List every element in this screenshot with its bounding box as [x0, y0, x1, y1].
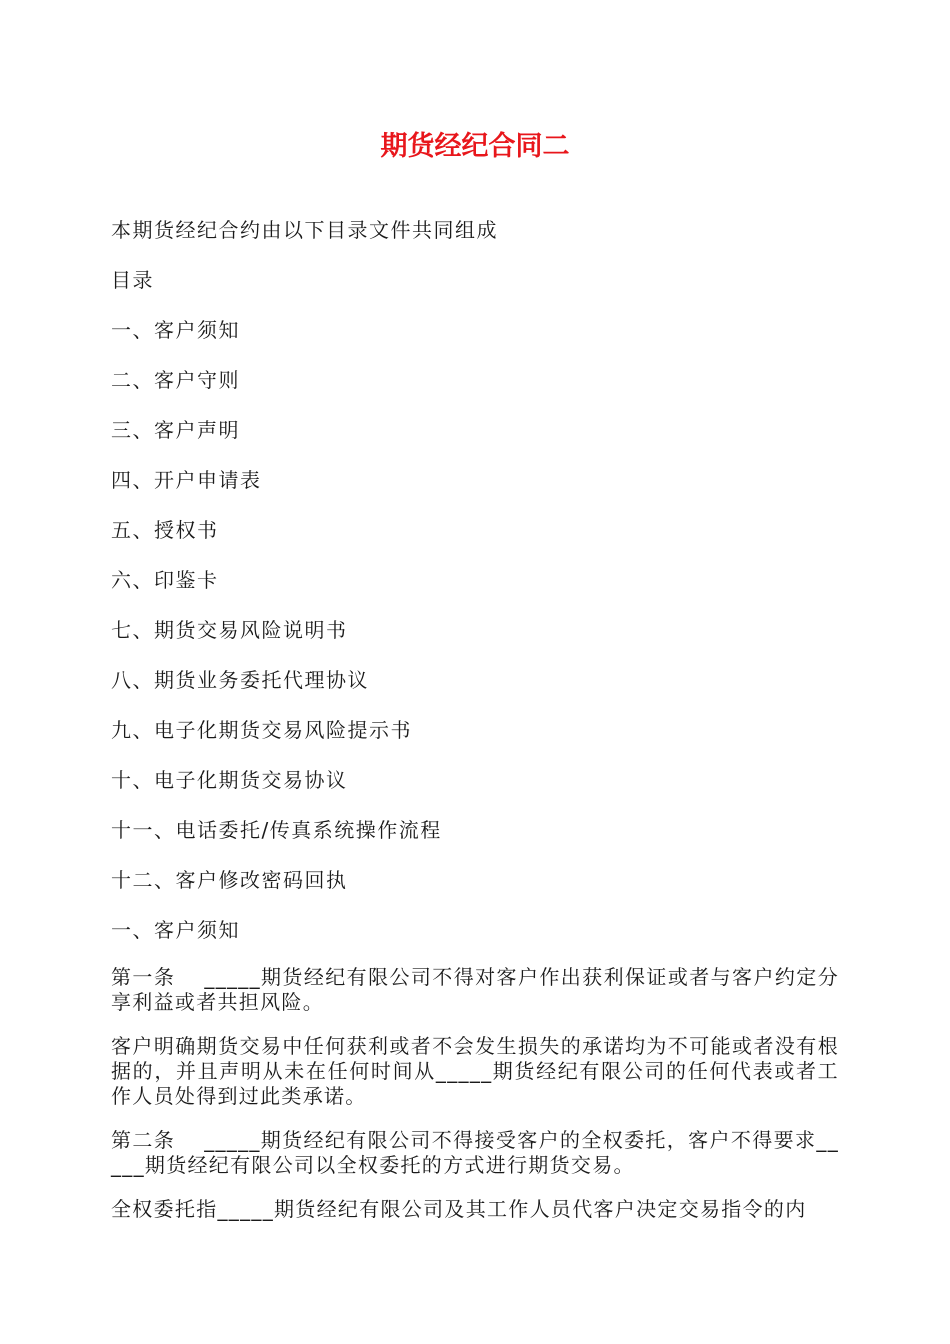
paragraph-article-1: 第一条 _____期货经纪有限公司不得对客户作出获利保证或者与客户约定分享利益或者共担风险。: [111, 965, 839, 1014]
toc-item: 五、授权书: [111, 518, 219, 542]
toc-item: 十一、电话委托/传真系统操作流程: [111, 818, 442, 842]
toc-item: 十二、客户修改密码回执: [111, 868, 348, 892]
toc-item: 八、期货业务委托代理协议: [111, 668, 369, 692]
toc-item: 一、客户须知: [111, 318, 240, 342]
toc-heading: 目录: [111, 268, 154, 292]
document-title: 期货经纪合同二: [380, 131, 570, 162]
paragraph-full-authority: 全权委托指_____期货经纪有限公司及其工作人员代客户决定交易指令的内: [111, 1197, 807, 1221]
toc-list: [111, 315, 839, 895]
document-body: [111, 215, 839, 1222]
toc-item: 九、电子化期货交易风险提示书: [111, 718, 412, 742]
intro-text: 本期货经纪合约由以下目录文件共同组成: [111, 218, 498, 242]
toc-item: 十、电子化期货交易协议: [111, 768, 348, 792]
toc-item: 四、开户申请表: [111, 468, 262, 492]
toc-item: 六、印鉴卡: [111, 568, 219, 592]
toc-item: 三、客户声明: [111, 418, 240, 442]
toc-item: 七、期货交易风险说明书: [111, 618, 348, 642]
paragraph-article-2: 第二条 _____期货经纪有限公司不得接受客户的全权委托，客户不得要求_____期货经纪有限公司以全权委托的方式进行期货交易。: [111, 1128, 839, 1177]
paragraph-client-statement: 客户明确期货交易中任何获利或者不会发生损失的承诺均为不可能或者没有根据的，并且声明从未在任何时间从_____期货经纪有限公司的任何代表或者工作人员处得到过此类承诺。: [111, 1034, 839, 1108]
toc-item: 二、客户守则: [111, 368, 240, 392]
section-heading: 一、客户须知: [111, 918, 240, 942]
